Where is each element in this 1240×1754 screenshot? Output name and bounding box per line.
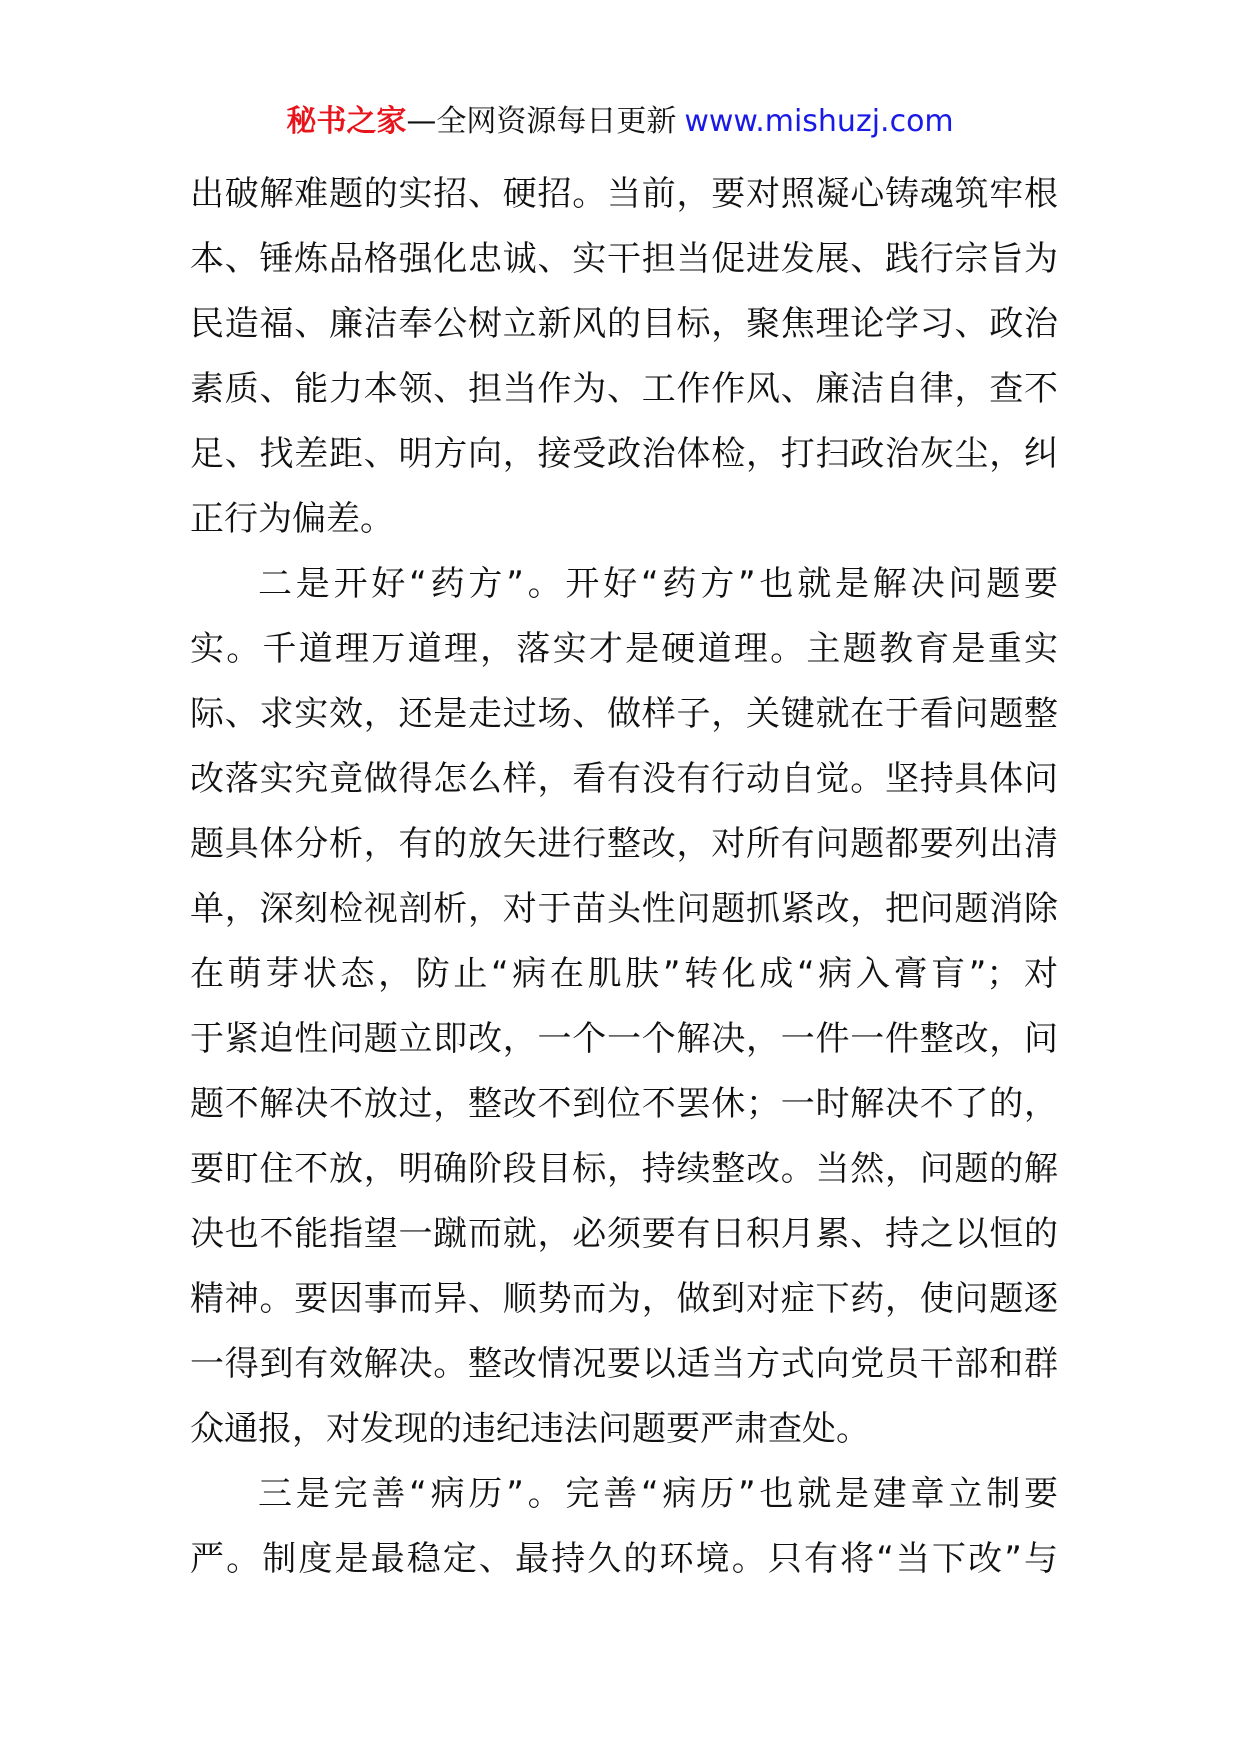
header-slogan: —全网资源每日更新	[406, 104, 677, 139]
text-line: 足、找差距、明方向，接受政治体检，打扫政治灰尘，纠	[190, 434, 1058, 474]
paragraph-start-line: 三是完善“病历”。完善“病历”也就是建章立制要	[258, 1474, 1058, 1514]
paragraph-start-line: 二是开好“药方”。开好“药方”也就是解决问题要	[258, 564, 1058, 604]
text-line: 在萌芽状态，防止“病在肌肤”转化成“病入膏肓”；对	[190, 954, 1058, 994]
document-body	[190, 162, 1058, 1592]
paragraph-end-line: 正行为偏差。	[190, 499, 394, 539]
paragraph-end-line: 众通报，对发现的违纪违法问题要严肃查处。	[190, 1409, 870, 1449]
text-line: 一得到有效解决。整改情况要以适当方式向党员干部和群	[190, 1344, 1058, 1384]
text-line: 于紧迫性问题立即改，一个一个解决，一件一件整改，问	[190, 1019, 1058, 1059]
text-line: 严。制度是最稳定、最持久的环境。只有将“当下改”与	[190, 1539, 1058, 1579]
text-line: 民造福、廉洁奉公树立新风的目标，聚焦理论学习、政治	[190, 304, 1058, 344]
text-line: 题不解决不放过，整改不到位不罢休；一时解决不了的，	[190, 1084, 1058, 1124]
text-line: 精神。要因事而异、顺势而为，做到对症下药，使问题逐	[190, 1279, 1058, 1319]
text-line: 素质、能力本领、担当作为、工作作风、廉洁自律，查不	[190, 369, 1058, 409]
site-header	[0, 100, 1240, 144]
text-line: 改落实究竟做得怎么样，看有没有行动自觉。坚持具体问	[190, 759, 1058, 799]
text-line: 决也不能指望一蹴而就，必须要有日积月累、持之以恒的	[190, 1214, 1058, 1254]
site-url-link[interactable]: www.mishuzj.com	[684, 104, 954, 139]
text-line: 际、求实效，还是走过场、做样子，关键就在于看问题整	[190, 694, 1058, 734]
text-line: 实。千道理万道理，落实才是硬道理。主题教育是重实	[190, 629, 1058, 669]
brand-name: 秘书之家	[286, 104, 407, 139]
text-line: 题具体分析，有的放矢进行整改，对所有问题都要列出清	[190, 824, 1058, 864]
text-line: 单，深刻检视剖析，对于苗头性问题抓紧改，把问题消除	[190, 889, 1058, 929]
text-line: 本、锤炼品格强化忠诚、实干担当促进发展、践行宗旨为	[190, 239, 1058, 279]
text-line: 出破解难题的实招、硬招。当前，要对照凝心铸魂筑牢根	[190, 174, 1058, 214]
text-line: 要盯住不放，明确阶段目标，持续整改。当然，问题的解	[190, 1149, 1058, 1189]
